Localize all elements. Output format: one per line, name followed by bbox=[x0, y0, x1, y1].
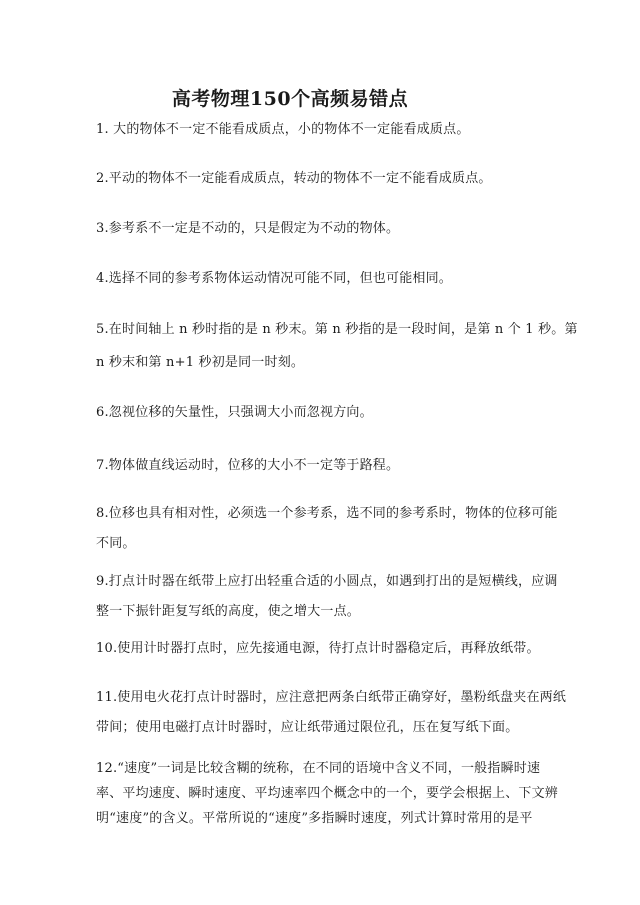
point-11-line-2: 带间；使用电磁打点计时器时，应让纸带通过限位孔，压在复写纸下面。 bbox=[96, 720, 519, 735]
point-10-line-1: 10.使用计时器打点时，应先接通电源，待打点计时器稳定后，再释放纸带。 bbox=[96, 641, 540, 656]
point-6 bbox=[96, 404, 554, 422]
document-title: 高考物理150个高频易错点 bbox=[171, 88, 409, 110]
point-1 bbox=[96, 121, 554, 139]
point-12-line-3: 明“速度”的含义。平常所说的“速度”多指瞬时速度，列式计算时常用的是平 bbox=[96, 811, 533, 826]
point-2-line-1: 2.平动的物体不一定能看成质点，转动的物体不一定不能看成质点。 bbox=[96, 171, 492, 186]
point-4-line-1: 4.选择不同的参考系物体运动情况可能不同，但也可能相同。 bbox=[96, 271, 453, 286]
point-7-line-1: 7.物体做直线运动时，位移的大小不一定等于路程。 bbox=[96, 458, 400, 473]
point-3-line-1: 3.参考系不一定是不动的，只是假定为不动的物体。 bbox=[96, 221, 400, 236]
point-10 bbox=[96, 640, 554, 658]
point-9-line-1: 9.打点计时器在纸带上应打出轻重合适的小圆点，如遇到打出的是短横线，应调 bbox=[96, 574, 558, 589]
point-9 bbox=[96, 567, 558, 627]
point-7 bbox=[96, 457, 554, 475]
point-2 bbox=[96, 170, 554, 188]
point-6-line-1: 6.忽视位移的矢量性，只强调大小而忽视方向。 bbox=[96, 405, 373, 420]
point-5-line-2: n 秒末和第 n+1 秒初是同一时刻。 bbox=[96, 355, 305, 370]
point-1-line-1: 1. 大的物体不一定不能看成质点，小的物体不一定能看成质点。 bbox=[96, 122, 470, 137]
point-5-line-1: 5.在时间轴上 n 秒时指的是 n 秒末。第 n 秒指的是一段时间，是第 n 个 1 秒。第 bbox=[96, 322, 578, 337]
point-8 bbox=[96, 499, 558, 559]
point-8-line-1: 8.位移也具有相对性，必须选一个参考系，选不同的参考系时，物体的位移可能 bbox=[96, 506, 558, 521]
point-12 bbox=[96, 756, 559, 831]
point-8-line-2: 不同。 bbox=[96, 536, 136, 551]
point-5 bbox=[96, 313, 578, 379]
point-3 bbox=[96, 220, 554, 238]
point-4 bbox=[96, 270, 554, 288]
point-12-line-1: 12.“速度”一词是比较含糊的统称，在不同的语境中含义不同，一般指瞬时速 bbox=[96, 761, 541, 776]
point-12-line-2: 率、平均速度、瞬时速度、平均速率四个概念中的一个，要学会根据上、下文辨 bbox=[96, 786, 559, 801]
point-11-line-1: 11.使用电火花打点计时器时，应注意把两条白纸带正确穿好，墨粉纸盘夹在两纸 bbox=[96, 690, 567, 705]
point-11 bbox=[96, 683, 567, 743]
point-9-line-2: 整一下振针距复写纸的高度，使之增大一点。 bbox=[96, 604, 361, 619]
